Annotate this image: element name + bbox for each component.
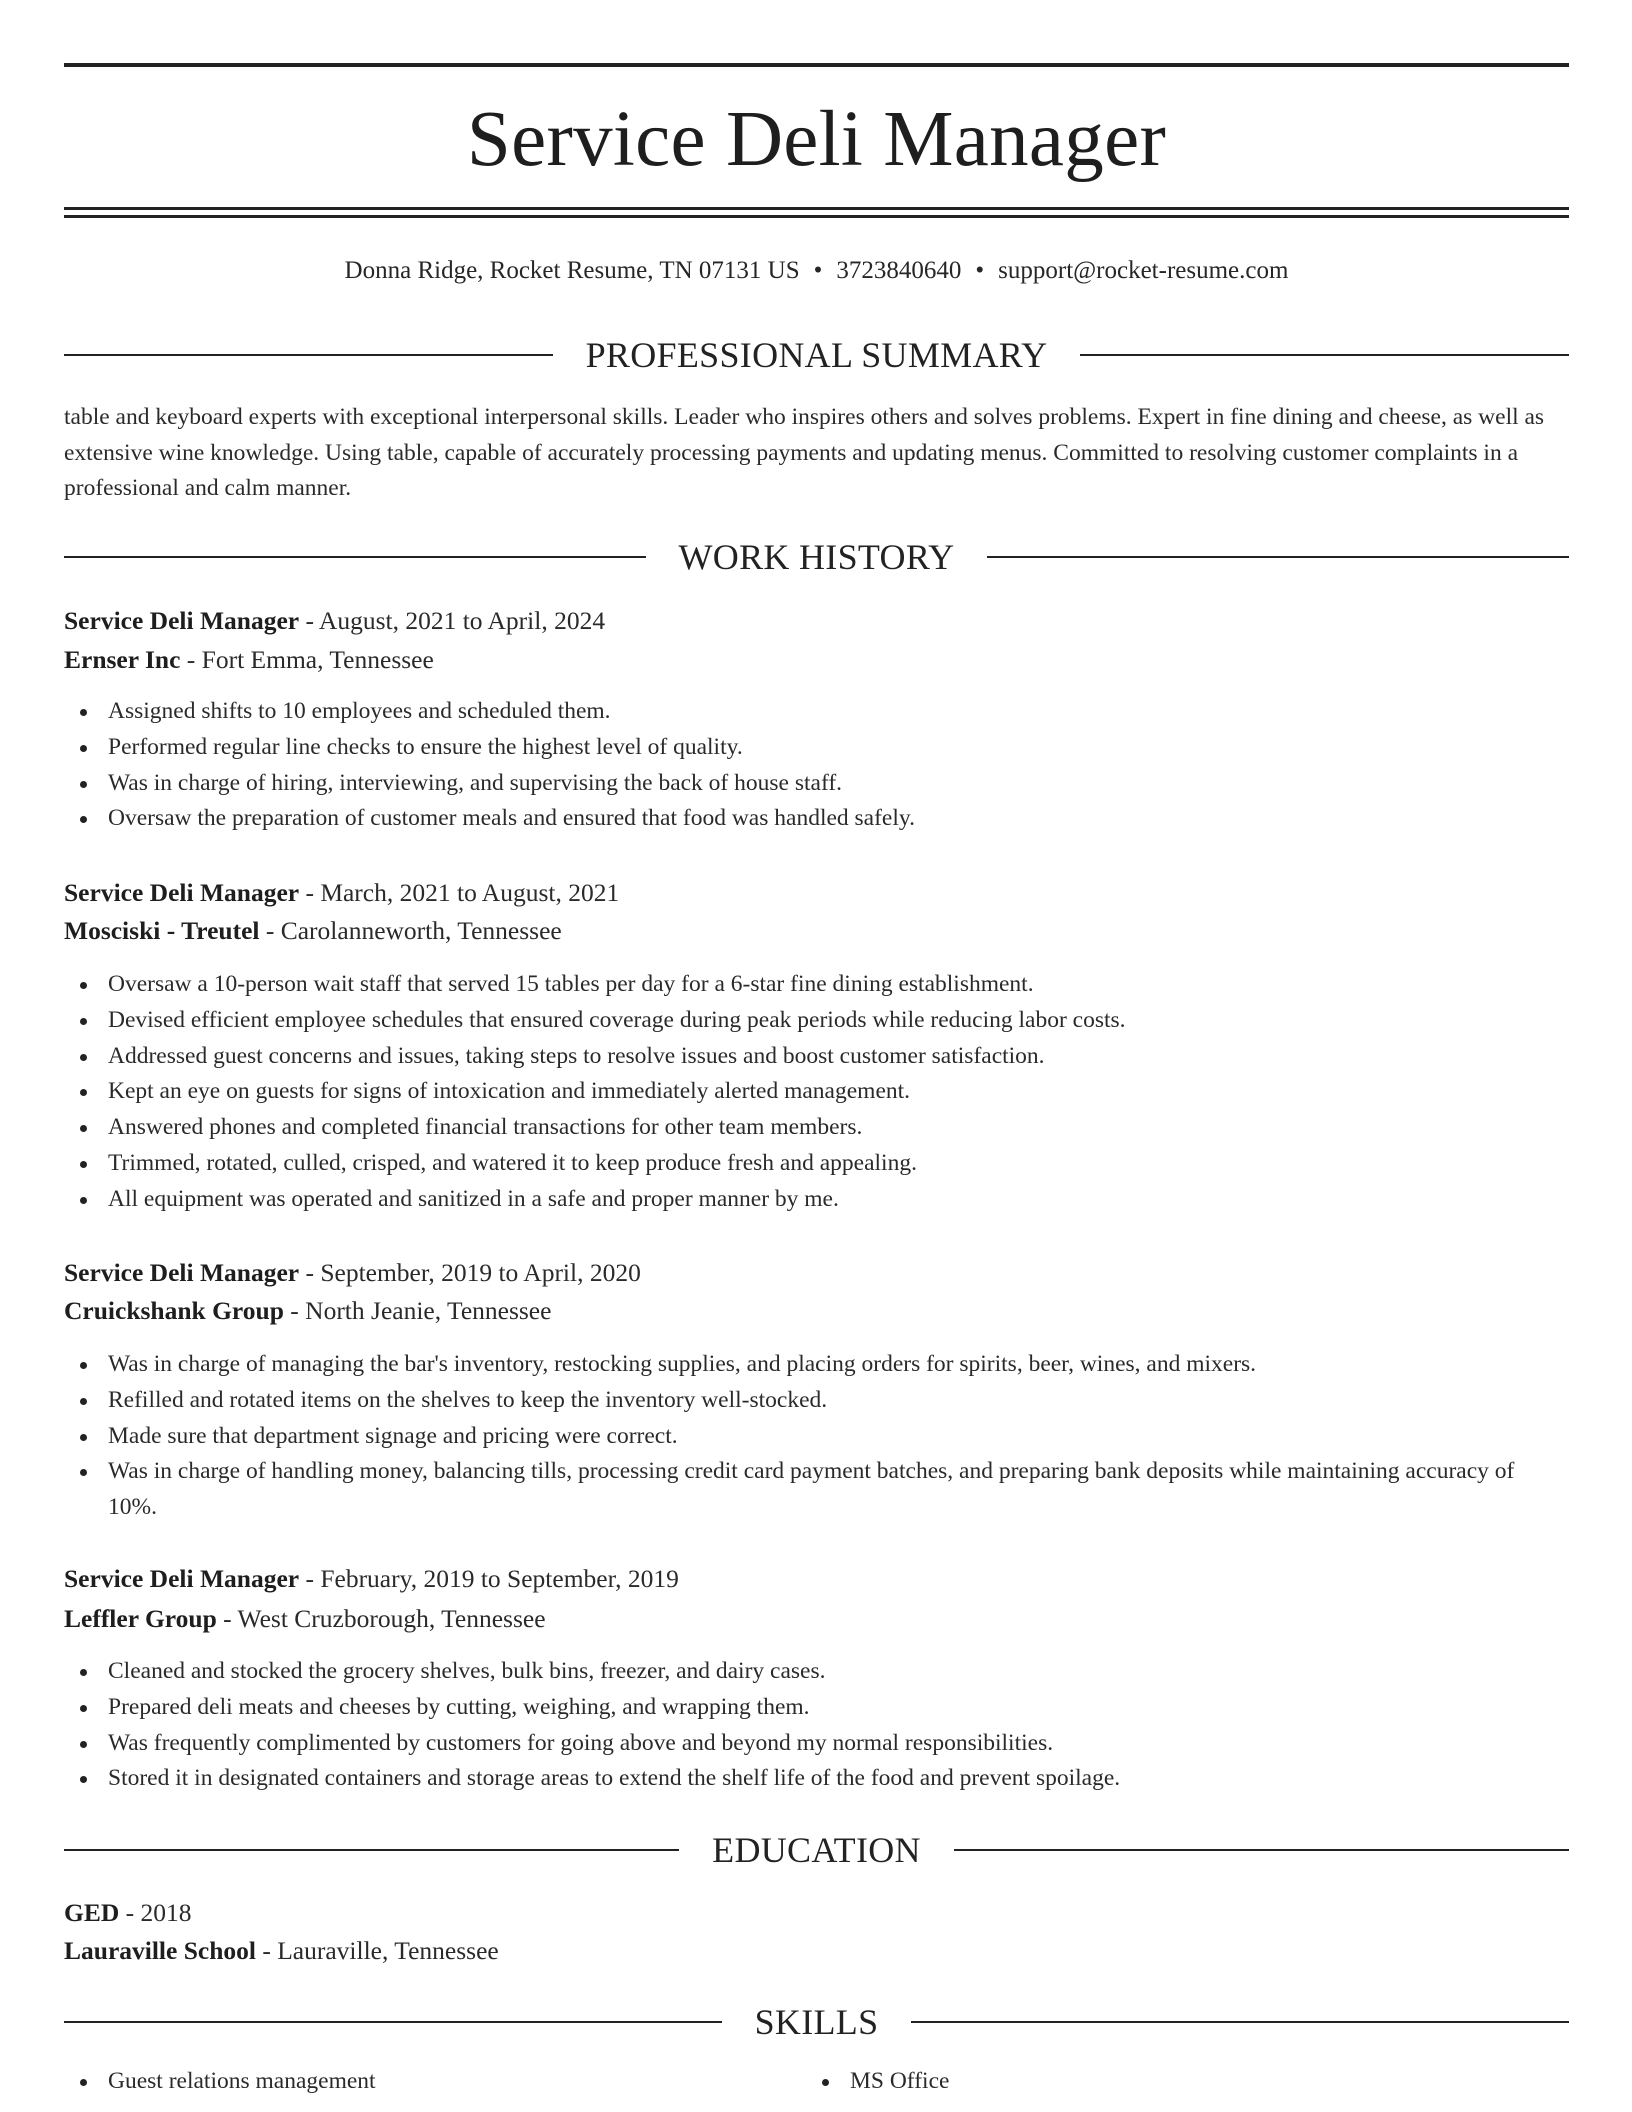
section-title: EDUCATION bbox=[712, 1830, 921, 1870]
contact-phone: 3723840640 bbox=[836, 257, 962, 284]
job-bullets bbox=[64, 1347, 1569, 1526]
list-item: Assigned shifts to 10 employees and scheduled them. bbox=[64, 694, 1569, 730]
section-title: SKILLS bbox=[754, 2002, 879, 2042]
heading-rule-left bbox=[64, 2021, 722, 2023]
job-title: Service Deli Manager bbox=[64, 1258, 300, 1287]
contact-address: Donna Ridge, Rocket Resume, TN 07131 US bbox=[344, 257, 800, 284]
list-item: Was in charge of managing the bar's inventory, restocking supplies, and placing orders for spirits, beer, wines, and mixers. bbox=[64, 1347, 1569, 1383]
section-heading-education bbox=[64, 1828, 1569, 1872]
skills-list-left bbox=[64, 2064, 804, 2100]
list-item: Made sure that department signage and pricing were correct. bbox=[64, 1419, 1569, 1455]
job-company-line bbox=[64, 1292, 1569, 1330]
list-item: Kept an eye on guests for signs of intoxication and immediately alerted management. bbox=[64, 1074, 1569, 1110]
heading-rule-right bbox=[911, 2021, 1569, 2023]
heading-rule-right bbox=[1080, 354, 1569, 356]
education-year: - 2018 bbox=[125, 1898, 192, 1927]
skills-list-right bbox=[806, 2064, 1546, 2100]
job-title: Service Deli Manager bbox=[64, 606, 300, 635]
job-bullets bbox=[64, 694, 1569, 837]
job-bullets bbox=[64, 967, 1569, 1218]
job-dates: - September, 2019 to April, 2020 bbox=[305, 1258, 641, 1287]
list-item: Devised efficient employee schedules that ensured coverage during peak periods while reducing labor costs. bbox=[64, 1003, 1569, 1039]
job-location: - Carolanneworth, Tennessee bbox=[265, 916, 562, 945]
top-rule bbox=[64, 63, 1569, 67]
list-item: MS Office bbox=[806, 2064, 1546, 2100]
page-title: Service Deli Manager bbox=[466, 96, 1167, 183]
job-location: - Fort Emma, Tennessee bbox=[186, 645, 434, 674]
job-company: Mosciski - Treutel bbox=[64, 916, 260, 945]
title-rule-upper bbox=[64, 207, 1569, 210]
list-item: Cleaned and stocked the grocery shelves, bulk bins, freezer, and dairy cases. bbox=[64, 1654, 1569, 1690]
job-company-line bbox=[64, 1600, 1569, 1638]
education-degree-line bbox=[64, 1894, 1569, 1932]
title-rule-lower bbox=[64, 215, 1569, 218]
list-item: Answered phones and completed financial transactions for other team members. bbox=[64, 1110, 1569, 1146]
education-school-line bbox=[64, 1932, 1569, 1970]
contact-line bbox=[64, 254, 1569, 288]
education-school: Lauraville School bbox=[64, 1936, 256, 1965]
job-location: - West Cruzborough, Tennessee bbox=[223, 1604, 546, 1633]
job-dates: - August, 2021 to April, 2024 bbox=[305, 606, 606, 635]
job-dates: - February, 2019 to September, 2019 bbox=[305, 1564, 679, 1593]
list-item: Oversaw a 10-person wait staff that served 15 tables per day for a 6-star fine dining establishment. bbox=[64, 967, 1569, 1003]
section-heading-work bbox=[64, 535, 1569, 579]
job-company-line bbox=[64, 912, 1569, 950]
job-title: Service Deli Manager bbox=[64, 878, 300, 907]
summary-text: table and keyboard experts with exceptional interpersonal skills. Leader who inspires others and solves problems. Expert in fine dining and cheese, as well as extensive wine knowledge. Using table, capable of accurately processing payments and updating menus. Committed to resolving customer complaints in a professional and calm manner. bbox=[64, 404, 1545, 501]
job-title-line bbox=[64, 602, 1569, 640]
job-company: Cruickshank Group bbox=[64, 1296, 284, 1325]
heading-rule-left bbox=[64, 556, 646, 558]
job-title-line bbox=[64, 1560, 1569, 1598]
section-title: PROFESSIONAL SUMMARY bbox=[585, 335, 1048, 375]
list-item: Prepared deli meats and cheeses by cutting, weighing, and wrapping them. bbox=[64, 1690, 1569, 1726]
contact-separator: • bbox=[975, 257, 985, 284]
job-location: - North Jeanie, Tennessee bbox=[290, 1296, 552, 1325]
list-item: Was frequently complimented by customers for going above and beyond my normal responsibilities. bbox=[64, 1726, 1569, 1762]
job-title-line bbox=[64, 874, 1569, 912]
list-item: Stored it in designated containers and storage areas to extend the shelf life of the food and prevent spoilage. bbox=[64, 1761, 1569, 1797]
list-item: Refilled and rotated items on the shelves to keep the inventory well-stocked. bbox=[64, 1383, 1569, 1419]
contact-email: support@rocket-resume.com bbox=[998, 257, 1289, 284]
heading-rule-left bbox=[64, 354, 553, 356]
section-heading-skills bbox=[64, 2000, 1569, 2044]
list-item: Was in charge of handling money, balancing tills, processing credit card payment batches, and preparing bank deposits while maintaining accuracy of 10%. bbox=[64, 1454, 1569, 1526]
list-item: Addressed guest concerns and issues, taking steps to resolve issues and boost customer satisfaction. bbox=[64, 1039, 1569, 1075]
list-item: All equipment was operated and sanitized in a safe and proper manner by me. bbox=[64, 1182, 1569, 1218]
section-heading-summary bbox=[64, 333, 1569, 377]
job-title: Service Deli Manager bbox=[64, 1564, 300, 1593]
list-item: Was in charge of hiring, interviewing, and supervising the back of house staff. bbox=[64, 766, 1569, 802]
list-item: Oversaw the preparation of customer meals and ensured that food was handled safely. bbox=[64, 801, 1569, 837]
heading-rule-left bbox=[64, 1849, 679, 1851]
heading-rule-right bbox=[954, 1849, 1569, 1851]
education-degree: GED bbox=[64, 1898, 120, 1927]
list-item: Guest relations management bbox=[64, 2064, 804, 2100]
job-dates: - March, 2021 to August, 2021 bbox=[305, 878, 620, 907]
list-item: Performed regular line checks to ensure the highest level of quality. bbox=[64, 730, 1569, 766]
section-title: WORK HISTORY bbox=[678, 537, 955, 577]
education-location: - Lauraville, Tennessee bbox=[262, 1936, 499, 1965]
heading-rule-right bbox=[987, 556, 1569, 558]
list-item: Trimmed, rotated, culled, crisped, and watered it to keep produce fresh and appealing. bbox=[64, 1146, 1569, 1182]
job-company: Ernser Inc bbox=[64, 645, 181, 674]
job-company: Leffler Group bbox=[64, 1604, 217, 1633]
contact-separator: • bbox=[813, 257, 823, 284]
job-company-line bbox=[64, 641, 1569, 679]
job-title-line bbox=[64, 1254, 1569, 1292]
job-bullets bbox=[64, 1654, 1569, 1797]
